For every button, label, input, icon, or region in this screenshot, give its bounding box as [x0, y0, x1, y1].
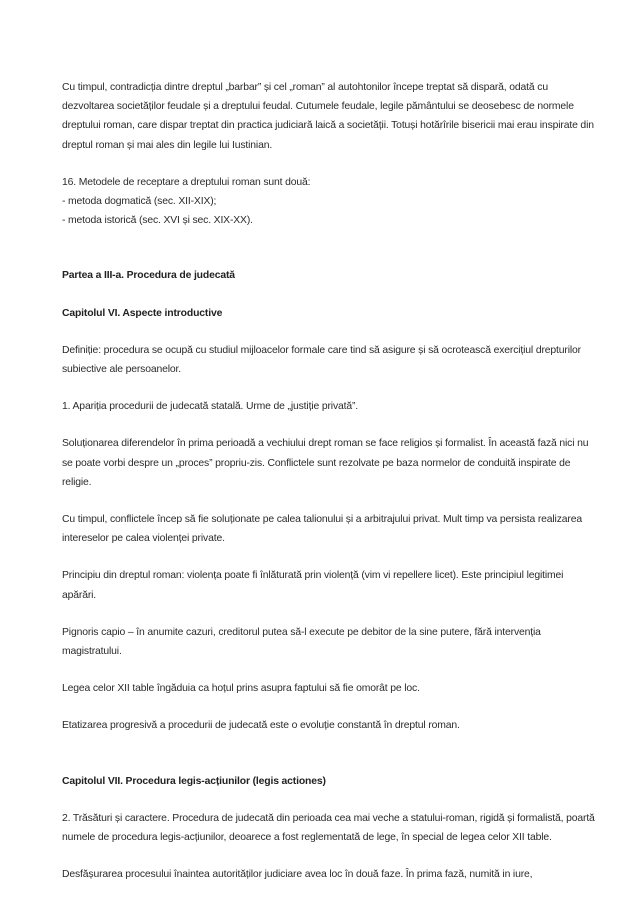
- paragraph-principle: Principiu din dreptul roman: violența poate fi înlăturată prin violență (vim vi repellere licet). Este principiul legitimei apărări.: [62, 570, 564, 601]
- list-item-historical-method: - metoda istorică (sec. XVI și sec. XIX-XX).: [62, 215, 253, 227]
- chapter-6-heading: Capitolul VI. Aspecte introductive: [62, 307, 223, 319]
- paragraph-pignoris-capio: Pignoris capio – în anumite cazuri, creditorul putea să-l execute pe debitor de la sine putere, fără intervenția magistratului.: [62, 626, 541, 658]
- paragraph-etatization: Etatizarea progresivă a procedurii de judecată este o evoluție constantă în dreptul roman.: [62, 720, 460, 732]
- chapter-7-heading: Capitolul VII. Procedura legis-acțiunilor (legis actiones): [62, 775, 326, 787]
- paragraph-reception-methods: 16. Metodele de receptare a dreptului roman sunt două:: [62, 176, 311, 188]
- list-item-dogmatic-method: - metoda dogmatică (sec. XII-XIX);: [62, 196, 217, 208]
- paragraph-roman-law-reception: Cu timpul, contradicția dintre dreptul „barbar” și cel „roman” al autohtonilor începe treptat să dispară, odată cu dezvoltarea societăților feudale și a dreptului feudal. Cutumele feudale, legile pământului se deosebesc de normele dreptului roman, care dispar treptat din practica judiciară laică a societății. Totuși hotărîrile bisericii mai erau inspirate din dreptul roman și mai ales din legile lui Iustinian.: [62, 82, 594, 151]
- part-heading: Partea a III-a. Procedura de judecată: [62, 270, 235, 282]
- paragraph-section-1: 1. Apariția procedurii de judecată statală. Urme de „justiție privată”.: [62, 401, 359, 413]
- paragraph-process-phases: Desfășurarea procesului înaintea autorităților judiciare avea loc în două faze. În prima fază, numită in iure,: [62, 869, 533, 881]
- paragraph-section-2: 2. Trăsături și caractere. Procedura de judecată din perioada cea mai veche a statului-roman, rigidă și formalistă, poartă numele de procedura legis-acțiunilor, deoarece a fost reglementată de lege, în special de legea celor XII table.: [62, 812, 595, 844]
- paragraph-talion: Cu timpul, conflictele încep să fie soluționate pe calea talionului și a arbitrajului privat. Mult timp va persista realizarea intereselor pe calea violenței private.: [62, 514, 582, 545]
- paragraph-xii-tables: Legea celor XII table îngăduia ca hoțul prins asupra faptului să fie omorât pe loc.: [62, 683, 420, 695]
- paragraph-definition: Definiție: procedura se ocupă cu studiul mijloacelor formale care tind să asigure și să ocrotească exercițiul drepturilor subiective ale persoanelor.: [62, 344, 581, 376]
- paragraph-dispute-resolution: Soluționarea diferendelor în prima perioadă a vechiului drept roman se face religios și formalist. În această fază nici nu se poate vorbi despre un „proces” propriu-zis. Conflictele sunt rezolvate pe baza normelor de conduită inspirate de religie.: [62, 438, 589, 488]
